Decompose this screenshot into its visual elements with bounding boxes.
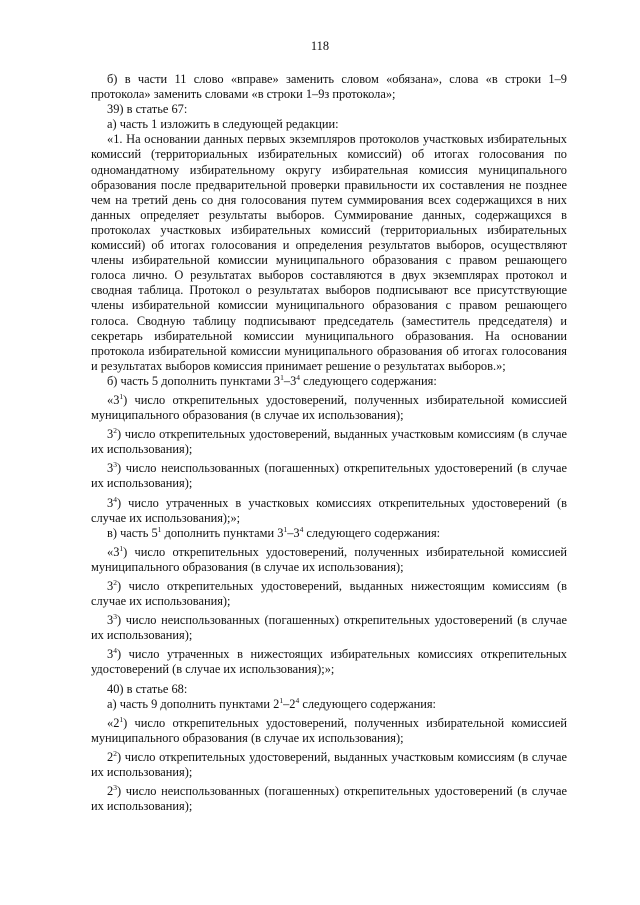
superscript: 1 — [119, 714, 124, 724]
paragraph — [91, 697, 567, 712]
superscript: 3 — [113, 783, 117, 792]
paragraph-text: ) число открепительных удостоверений, выданных участковым комиссиям (в случае их использования); — [91, 749, 567, 780]
superscript: 1 — [119, 543, 124, 553]
paragraph — [91, 461, 567, 491]
superscript: 1 — [283, 524, 288, 534]
paragraph-text: –3 — [283, 373, 297, 388]
superscript: 1 — [157, 524, 162, 534]
document-body — [91, 72, 567, 814]
paragraph-text: 2 — [107, 749, 114, 764]
paragraph — [91, 72, 567, 102]
page-number: 118 — [310, 39, 330, 53]
paragraph-text: ) число открепительных удостоверений, выданных нижестоящим комиссиям (в случае их использования); — [91, 579, 567, 609]
paragraph-text: –2 — [283, 696, 296, 711]
paragraph-text: следующего содержания: — [300, 373, 437, 388]
paragraph-text: 39) в статье 67: — [107, 102, 188, 117]
superscript: 1 — [280, 372, 284, 382]
superscript: 3 — [113, 460, 117, 470]
paragraph — [91, 750, 567, 780]
paragraph-text: а) часть 1 изложить в следующей редакции: — [107, 117, 339, 132]
paragraph — [91, 613, 567, 643]
paragraph-text: –3 — [287, 525, 300, 540]
paragraph-text: ) число неиспользованных (погашенных) открепительных удостоверений (в случае их использования); — [91, 461, 567, 491]
paragraph — [91, 784, 567, 814]
superscript: 3 — [113, 612, 117, 622]
paragraph-text: «1. На основании данных первых экземпляров протоколов участковых избирательных комиссий (территориальных избирательных комиссий) об итогах голосования по одномандатному избирательному округу избирательная комиссия муниципального образования после предварительной проверки правильности их составления не позднее чем на третий день со дня голосования путем суммирования всех содержащихся в них данных определяет результаты выборов. Суммирование данных, содержащихся в протоколах участковых избирательных комиссий (территориальных избирательных комиссий) об итогах голосования и определения результатов выборов, осуществляют члены избирательной комиссии муниципального образования с правом решающего голоса лично. О результатах выборов составляются в двух экземплярах протокол и сводная таблица. Протокол о результатах выборов подписывают все присутствующие члены избирательной комиссии муниципального образования с правом решающего голоса. Сводную таблицу подписывают председатель (заместитель председателя) и секретарь избирательной комиссии муниципального образования. На основании протокола избирательной комиссии муниципального образования об итогах голосования и результатах выборов комиссия принимает решение о результатах выборов.»; — [91, 132, 567, 373]
paragraph-text: в) часть 5 — [107, 525, 158, 540]
superscript: 1 — [279, 695, 284, 705]
paragraph-text: 40) в статье 68: — [107, 681, 188, 696]
superscript: 4 — [299, 524, 304, 534]
paragraph-text: следующего содержания: — [303, 525, 441, 540]
paragraph — [91, 579, 567, 609]
paragraph — [91, 682, 567, 697]
superscript: 2 — [113, 426, 117, 436]
paragraph — [91, 716, 567, 746]
paragraph — [91, 117, 567, 132]
superscript: 4 — [113, 494, 117, 504]
superscript: 2 — [113, 748, 117, 758]
paragraph — [91, 393, 567, 423]
superscript: 4 — [296, 372, 301, 382]
superscript: 2 — [113, 577, 117, 587]
paragraph-text: а) часть 9 дополнить пунктами 2 — [107, 696, 280, 711]
paragraph-text: «2 — [107, 715, 120, 730]
paragraph-text: ) число утраченных в нижестоящих избирательных комиссиях открепительных удостоверений (в случае их использования);»; — [91, 647, 567, 677]
paragraph-text: ) число открепительных удостоверений, полученных избирательной комиссией муниципального образования (в случае их использования); — [91, 392, 567, 423]
paragraph — [91, 496, 567, 526]
paragraph-text: ) число открепительных удостоверений, полученных избирательной комиссией муниципального образования (в случае их использования); — [91, 544, 567, 574]
paragraph-text: 3 — [107, 461, 114, 476]
paragraph-text: 3 — [107, 427, 114, 442]
superscript: 4 — [295, 695, 300, 705]
paragraph-text: б) часть 5 дополнить пунктами 3 — [107, 373, 281, 388]
paragraph-text: 2 — [107, 784, 114, 799]
paragraph-text: дополнить пунктами 3 — [161, 525, 284, 540]
paragraph-text: 3 — [107, 647, 114, 662]
paragraph-text: 3 — [107, 613, 114, 628]
paragraph — [91, 102, 567, 117]
paragraph-text: 3 — [107, 495, 114, 510]
paragraph-text: «3 — [107, 544, 120, 559]
paragraph-text: «3 — [107, 392, 120, 407]
paragraph-text: 3 — [107, 579, 114, 593]
superscript: 1 — [119, 391, 124, 401]
paragraph-text: ) число утраченных в участковых комиссиях открепительных удостоверений (в случае их использования);»; — [91, 495, 567, 525]
paragraph — [91, 647, 567, 677]
paragraph — [91, 545, 567, 575]
paragraph-text: б) в части 11 слово «вправе» заменить словом «обязана», слова «в строки 1–9 протокола» заменить словами «в строки 1–9з протокола»; — [91, 72, 567, 102]
paragraph-text: ) число открепительных удостоверений, полученных избирательной комиссией муниципального образования (в случае их использования); — [91, 715, 567, 745]
paragraph-text: ) число открепительных удостоверений, выданных участковым комиссиям (в случае их использования); — [91, 427, 567, 457]
paragraph — [91, 132, 567, 374]
paragraph-text: ) число неиспользованных (погашенных) открепительных удостоверений (в случае их использования); — [91, 784, 567, 814]
paragraph — [91, 374, 567, 389]
paragraph-text: ) число неиспользованных (погашенных) открепительных удостоверений (в случае их использования); — [91, 613, 567, 643]
superscript: 4 — [113, 646, 117, 656]
paragraph-text: следующего содержания: — [299, 696, 436, 711]
paragraph — [91, 427, 567, 457]
paragraph — [91, 526, 567, 541]
